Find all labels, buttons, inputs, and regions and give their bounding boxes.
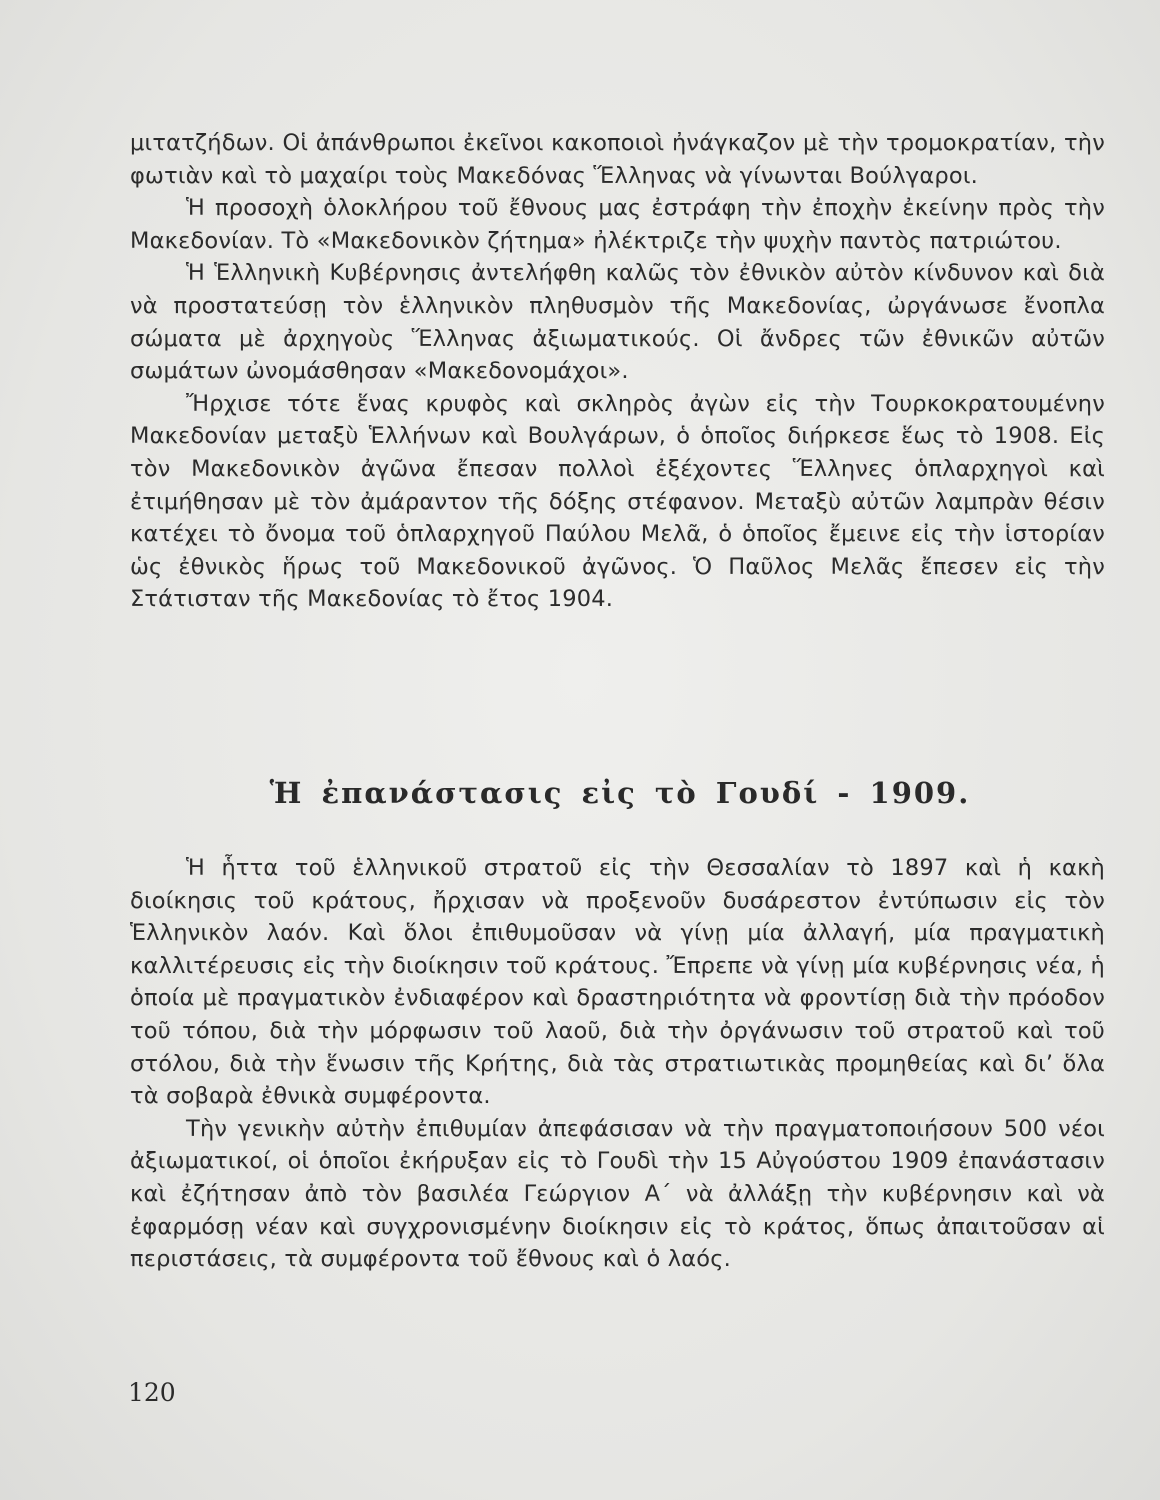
paragraph: Ἡ προσοχὴ ὁλοκλήρου τοῦ ἔθνους μας ἐστράφη τὴν ἐποχὴν ἐκείνην πρὸς τὴν Μακεδονίαν. Τὸ «Μακεδονικὸν ζήτημα» ἠλέκτριζε τὴν ψυχὴν παντὸς πατριώτου.	[130, 195, 1105, 254]
top-text-block	[130, 127, 1105, 616]
paragraph: Τὴν γενικὴν αὐτὴν ἐπιθυμίαν ἀπεφάσισαν νὰ τὴν πραγματοποιήσουν 500 νέοι ἀξιωματικοί, οἱ ὁποῖοι ἐκήρυξαν εἰς τὸ Γουδὶ τὴν 15 Αὐγούστου 1909 ἐπανάστασιν καὶ ἐζήτησαν ἀπὸ τὸν βασιλέα Γεώργιον Α΄ νὰ ἀλλάξῃ τὴν κυβέρνησιν καὶ νὰ ἐφαρμόσῃ νέαν καὶ συγχρονισμένην διοίκησιν εἰς τὸ κράτος, ὅπως ἀπαιτοῦσαν αἱ περιστάσεις, τὰ συμφέροντα τοῦ ἔθνους καὶ ὁ λαός.	[130, 1115, 1105, 1273]
bottom-text-block	[130, 852, 1105, 1276]
page-number: 120	[128, 1378, 176, 1407]
section-heading: Ἡ ἐπανάστασις εἰς τὸ Γουδί - 1909.	[269, 776, 971, 810]
paragraph: Ἡ ἧττα τοῦ ἑλληνικοῦ στρατοῦ εἰς τὴν Θεσσαλίαν τὸ 1897 καὶ ἡ κακὴ διοίκησις τοῦ κράτους, ἤρχισαν νὰ προξενοῦν δυσάρεστον ἐντύπωσιν εἰς τὸν Ἑλληνικὸν λαόν. Καὶ ὅλοι ἐπιθυμοῦσαν νὰ γίνῃ μία ἀλλαγή, μία πραγματικὴ καλλιτέρευσις εἰς τὴν διοίκησιν τοῦ κράτους. Ἔπρεπε νὰ γίνῃ μία κυβέρνησις νέα, ἡ ὁποία μὲ πραγματικὸν ἐνδιαφέρον καὶ δραστηριότητα νὰ φροντίσῃ διὰ τὴν πρόοδον τοῦ τόπου, διὰ τὴν μόρφωσιν τοῦ λαοῦ, διὰ τὴν ὀργάνωσιν τοῦ στρατοῦ καὶ τοῦ στόλου, διὰ τὴν ἕνωσιν τῆς Κρήτης, διὰ τὰς στρατιωτικὰς προμηθείας καὶ δι’ ὅλα τὰ σοβαρὰ ἐθνικὰ συμφέροντα.	[130, 855, 1105, 1110]
paragraph: Ἡ Ἑλληνικὴ Κυβέρνησις ἀντελήφθη καλῶς τὸν ἐθνικὸν αὐτὸν κίνδυνον καὶ διὰ νὰ προστατεύσῃ τὸν ἑλληνικὸν πληθυσμὸν τῆς Μακεδονίας, ὠργάνωσε ἔνοπλα σώματα μὲ ἀρχηγοὺς Ἕλληνας ἀξιωματικούς. Οἱ ἄνδρες τῶν ἐθνικῶν αὐτῶν σωμάτων ὠνομάσθησαν «Μακεδονομάχοι».	[130, 260, 1105, 385]
paragraph-continuation: μιτατζήδων. Οἱ ἀπάνθρωποι ἐκεῖνοι κακοποιοὶ ἠνάγκαζον μὲ τὴν τρομοκρατίαν, τὴν φωτιὰν καὶ τὸ μαχαίρι τοὺς Μακεδόνας Ἕλληνας νὰ γίνωνται Βούλγαροι.	[130, 130, 1105, 189]
paragraph: Ἤρχισε τότε ἕνας κρυφὸς καὶ σκληρὸς ἀγὼν εἰς τὴν Τουρκοκρατουμένην Μακεδονίαν μεταξὺ Ἑλλήνων καὶ Βουλγάρων, ὁ ὁποῖος διήρκεσε ἕως τὸ 1908. Εἰς τὸν Μακεδονικὸν ἀγῶνα ἔπεσαν πολλοὶ ἐξέχοντες Ἕλληνες ὁπλαρχηγοὶ καὶ ἐτιμήθησαν μὲ τὸν ἀμάραντον τῆς δόξης στέφανον. Μεταξὺ αὐτῶν λαμπρὰν θέσιν κατέχει τὸ ὄνομα τοῦ ὁπλαρχηγοῦ Παύλου Μελᾶ, ὁ ὁποῖος ἔμεινε εἰς τὴν ἱστορίαν ὡς ἐθνικὸς ἥρως τοῦ Μακεδονικοῦ ἀγῶνος. Ὁ Παῦλος Μελᾶς ἔπεσεν εἰς τὴν Στάτισταν τῆς Μακεδονίας τὸ ἔτος 1904.	[130, 390, 1105, 613]
